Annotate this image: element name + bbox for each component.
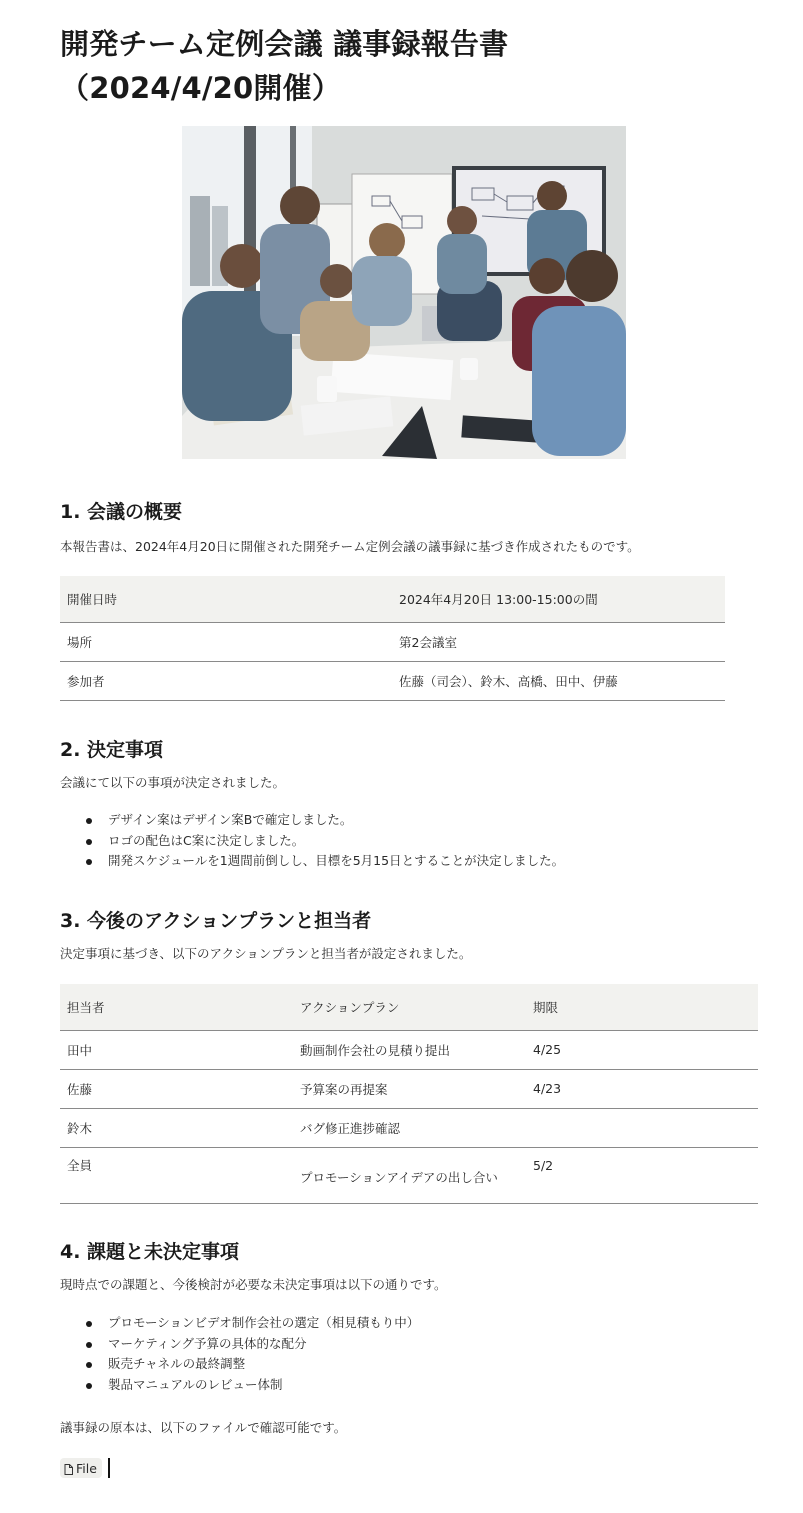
- table-row: [60, 1108, 758, 1147]
- table-cell: 鈴木: [60, 1108, 293, 1147]
- table-cell: 佐藤: [60, 1069, 293, 1108]
- list-item: 製品マニュアルのレビュー体制: [84, 1375, 419, 1396]
- table-cell: プロモーションアイデアの出し合い: [293, 1147, 526, 1203]
- decisions-list: [84, 810, 564, 872]
- issues-list: [84, 1313, 419, 1395]
- actions-intro: 決定事項に基づき、以下のアクションプランと担当者が設定されました。: [60, 946, 472, 961]
- section-heading-actions: 3. 今後のアクションプランと担当者: [60, 910, 372, 932]
- section-heading-issues: 4. 課題と未決定事項: [60, 1241, 240, 1263]
- table-cell: 田中: [60, 1030, 293, 1069]
- file-link[interactable]: [60, 1458, 102, 1478]
- list-item: 開発スケジュールを1週間前倒しし、目標を5月15日とすることが決定しました。: [84, 851, 564, 872]
- table-header-cell: 期限: [526, 984, 758, 1030]
- table-row: [60, 1069, 758, 1108]
- table-cell: 予算案の再提案: [293, 1069, 526, 1108]
- table-row: [60, 1030, 758, 1069]
- table-cell: 4/25: [526, 1030, 758, 1069]
- table-row: [60, 622, 725, 661]
- actions-table: [60, 984, 758, 1204]
- table-header-cell: 2024年4月20日 13:00-15:00の間: [392, 576, 725, 622]
- file-icon: [64, 1463, 73, 1474]
- table-cell: 5/2: [526, 1147, 758, 1203]
- table-cell: 参加者: [60, 661, 392, 700]
- section-heading-decisions: 2. 決定事項: [60, 739, 164, 761]
- issues-intro: 現時点での課題と、今後検討が必要な未決定事項は以下の通りです。: [60, 1277, 447, 1292]
- table-cell: [526, 1108, 758, 1147]
- list-item: ロゴの配色はC案に決定しました。: [84, 831, 564, 852]
- table-header-cell: 担当者: [60, 984, 293, 1030]
- table-cell: 動画制作会社の見積り提出: [293, 1030, 526, 1069]
- meeting-photo: [182, 126, 626, 459]
- table-cell: 場所: [60, 622, 392, 661]
- list-item: デザイン案はデザイン案Bで確定しました。: [84, 810, 564, 831]
- list-item: プロモーションビデオ制作会社の選定（相見積もり中）: [84, 1313, 419, 1334]
- issues-closing: 議事録の原本は、以下のファイルで確認可能です。: [60, 1420, 347, 1435]
- text-cursor: [108, 1458, 110, 1478]
- table-row: [60, 1147, 758, 1203]
- file-link-label: File: [76, 1460, 97, 1476]
- table-header-row: [60, 984, 758, 1030]
- table-cell: 佐藤（司会）、鈴木、高橋、田中、伊藤: [392, 661, 725, 700]
- overview-intro: 本報告書は、2024年4月20日に開催された開発チーム定例会議の議事録に基づき作成されたものです。: [60, 539, 640, 554]
- table-cell: バグ修正進捗確認: [293, 1108, 526, 1147]
- table-cell: 全員: [60, 1147, 293, 1203]
- table-header-row: [60, 576, 725, 622]
- list-item: マーケティング予算の具体的な配分: [84, 1334, 419, 1355]
- table-header-cell: 開催日時: [60, 576, 392, 622]
- table-cell: 4/23: [526, 1069, 758, 1108]
- table-cell: 第2会議室: [392, 622, 725, 661]
- page-title: 開発チーム定例会議 議事録報告書（2024/4/20開催）: [60, 27, 509, 105]
- decisions-intro: 会議にて以下の事項が決定されました。: [60, 775, 286, 790]
- section-heading-overview: 1. 会議の概要: [60, 501, 183, 523]
- overview-table: [60, 576, 725, 701]
- table-header-cell: アクションプラン: [293, 984, 526, 1030]
- table-row: [60, 661, 725, 700]
- list-item: 販売チャネルの最終調整: [84, 1354, 419, 1375]
